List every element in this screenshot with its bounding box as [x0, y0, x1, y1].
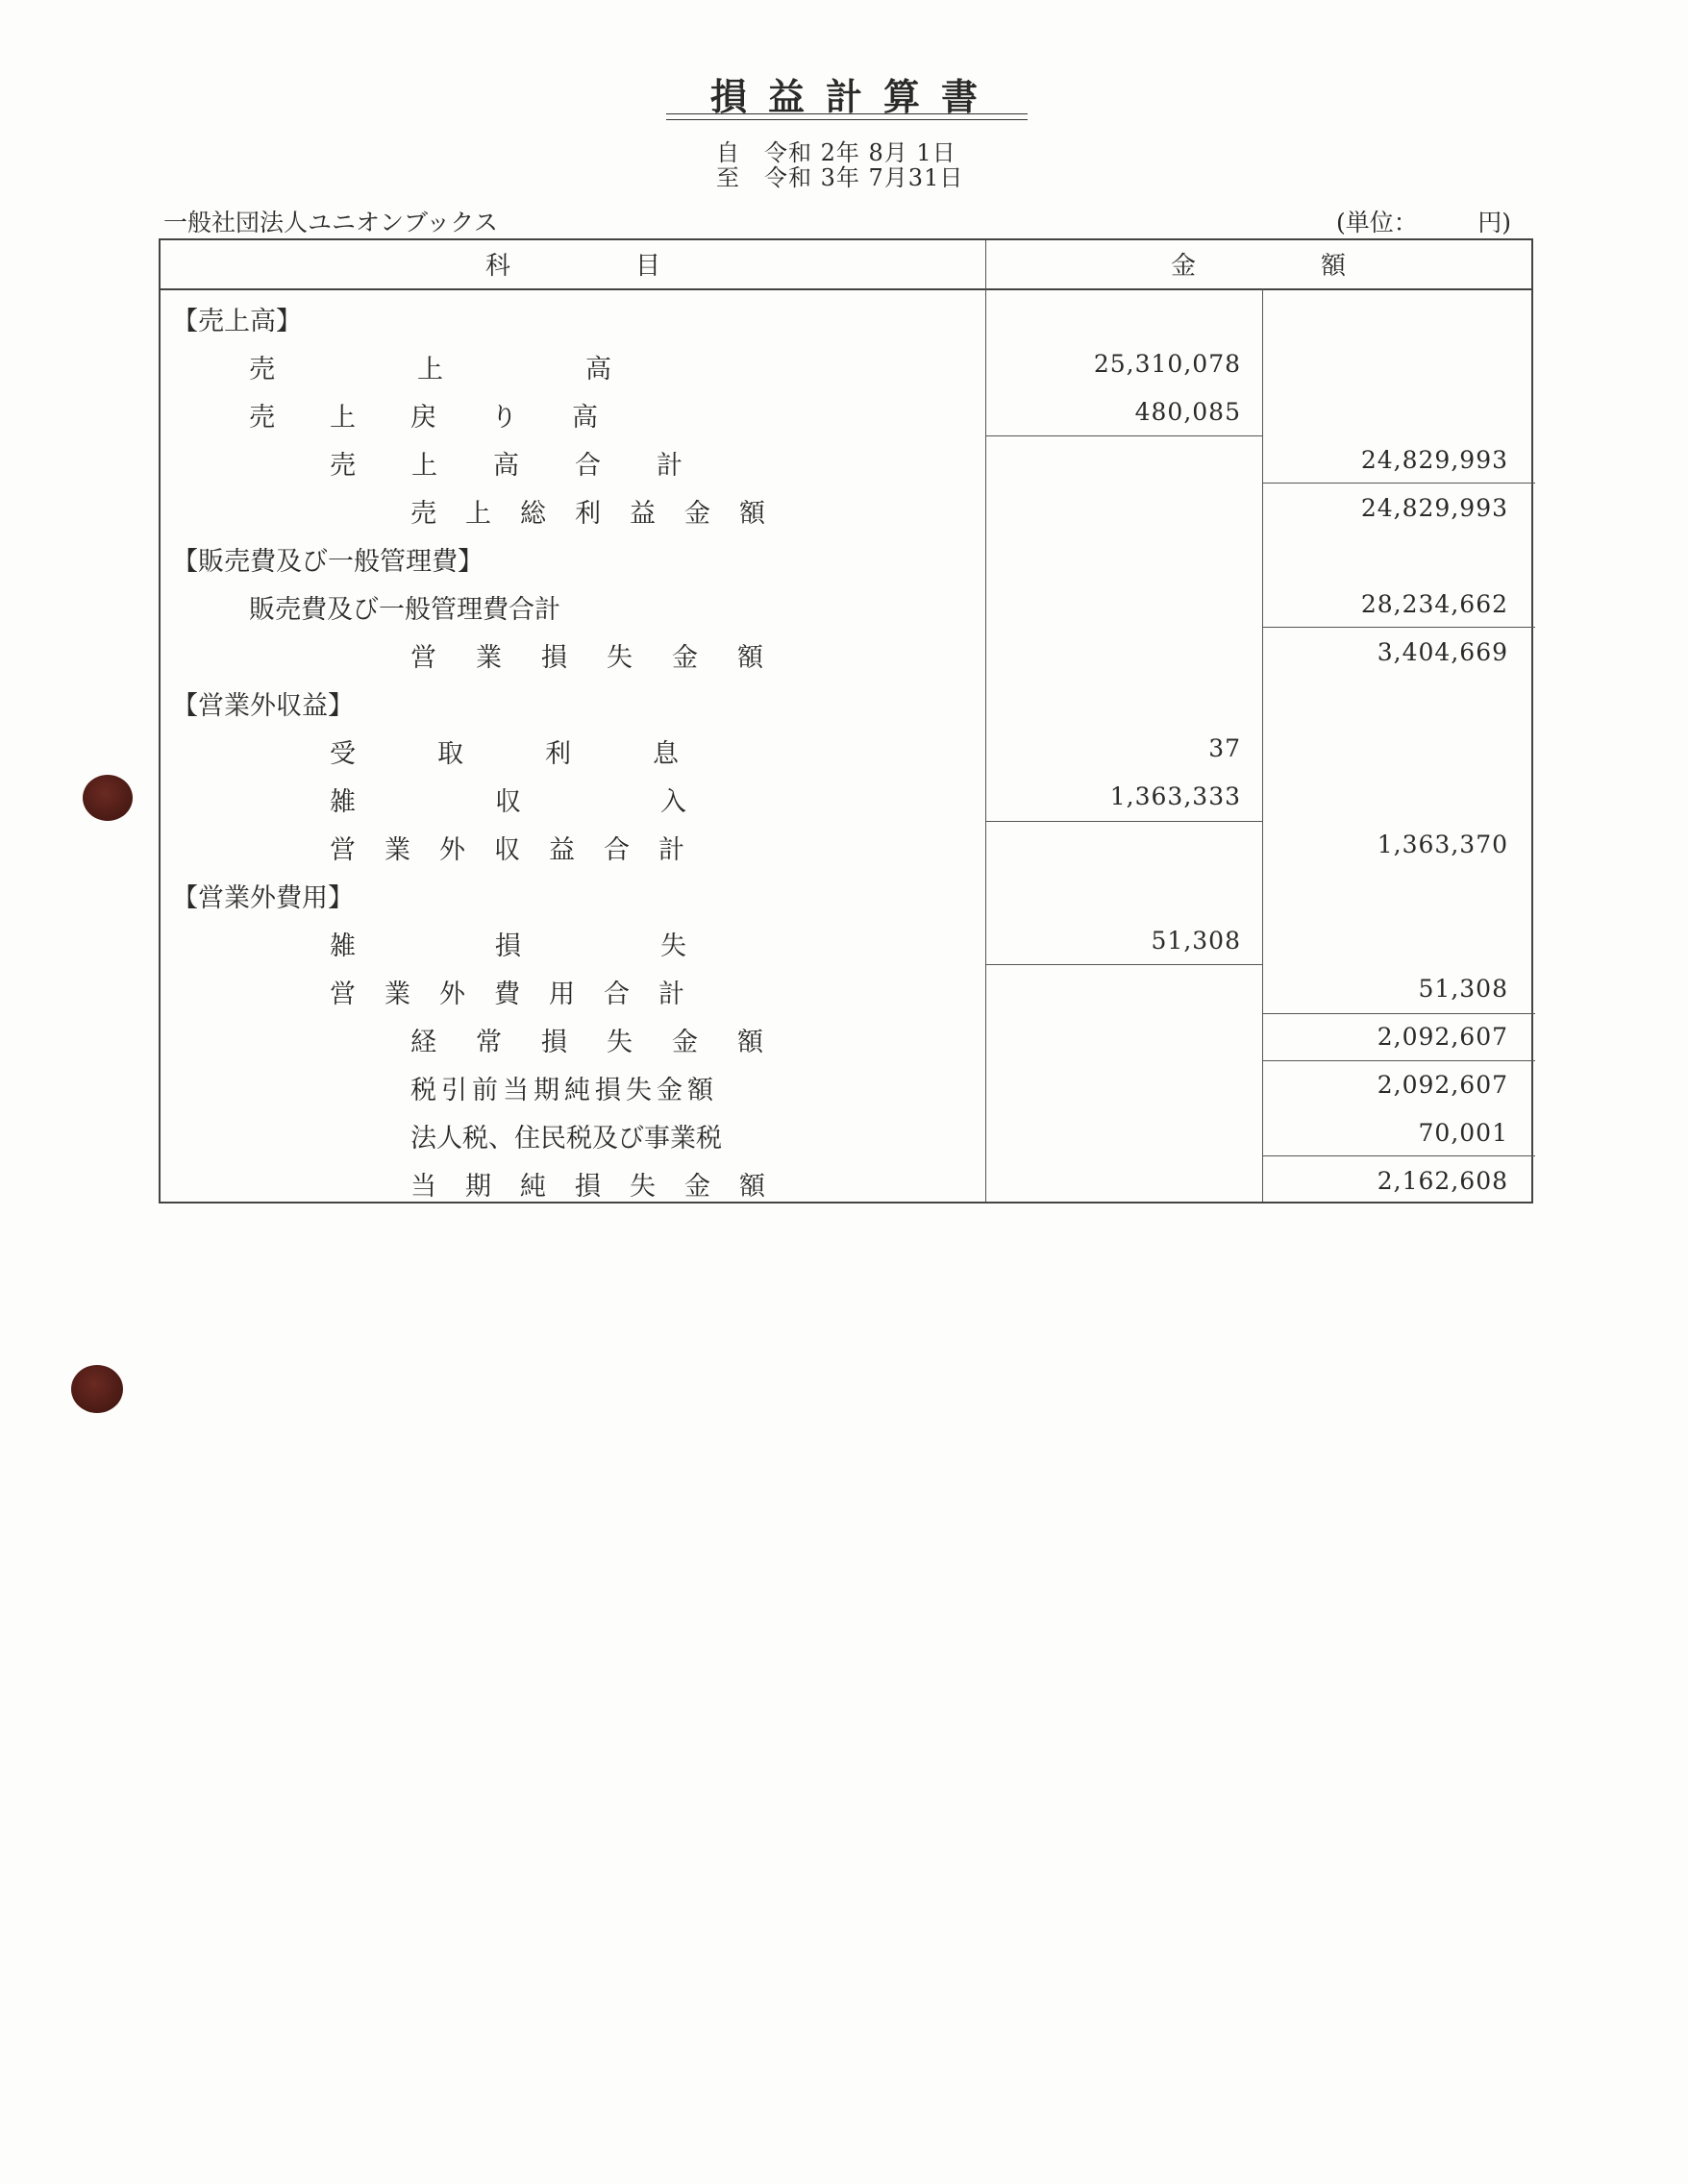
row-label: 営業損失金額: [410, 643, 803, 673]
row-amount-1: 480,085: [1134, 398, 1241, 426]
table-row: [161, 725, 1535, 769]
row-label: 【販売費及び一般管理費】: [172, 547, 484, 577]
table-row: [161, 340, 1535, 385]
punch-hole-mark: [83, 775, 133, 821]
table-row: [161, 821, 1535, 865]
row-label: 営業外収益合計: [330, 835, 713, 865]
rule: [1262, 627, 1535, 628]
table-row: [161, 581, 1535, 625]
title-underline: [666, 113, 1028, 120]
row-amount-2: 1,363,370: [1377, 831, 1508, 858]
row-amount-2: 51,308: [1418, 975, 1508, 1003]
table-row: [161, 629, 1535, 673]
row-amount-2: 2,092,607: [1377, 1071, 1508, 1099]
row-amount-1: 1,363,333: [1109, 782, 1241, 810]
table-row: [161, 388, 1535, 433]
table-row: [161, 436, 1535, 481]
rule: [1262, 483, 1535, 484]
period-to: 至 令和 3年 7月31日: [716, 164, 964, 191]
period-from: 自 令和 2年 8月 1日: [716, 139, 956, 166]
header-kamoku: 科 目: [484, 252, 660, 281]
row-label: 税引前当期純損失金額: [410, 1076, 718, 1105]
table-row: [161, 533, 1535, 577]
table-row: [161, 1157, 1535, 1202]
table-row: [161, 1013, 1535, 1057]
row-amount-2: 24,829,993: [1360, 446, 1508, 474]
column-divider-label: [985, 240, 986, 1202]
page-title: 損益計算書: [709, 75, 999, 118]
row-amount-2: 2,092,607: [1377, 1023, 1508, 1051]
row-amount-2: 70,001: [1418, 1119, 1508, 1147]
row-label: 受取利息: [330, 739, 760, 769]
row-label: 雑損失: [330, 931, 826, 961]
row-label: 【営業外費用】: [172, 883, 354, 913]
row-label: 売上総利益金額: [410, 499, 794, 529]
row-label: 法人税、住民税及び事業税: [410, 1124, 722, 1154]
row-label: 売上戻り高: [249, 403, 653, 433]
row-amount-2: 24,829,993: [1360, 494, 1508, 522]
row-label: 営業外費用合計: [330, 980, 713, 1009]
row-amount-1: 51,308: [1151, 927, 1241, 955]
table-row: [161, 1061, 1535, 1105]
header-kingaku: 金 額: [1170, 252, 1346, 281]
row-label: 雑収入: [330, 787, 826, 817]
row-label: 売上高: [249, 355, 754, 385]
row-label: 売上高合計: [330, 451, 738, 481]
table-row: [161, 965, 1535, 1009]
row-amount-1: 37: [1208, 734, 1241, 762]
table-row: [161, 677, 1535, 721]
row-amount-2: 28,234,662: [1360, 590, 1508, 618]
rule: [1262, 1155, 1535, 1156]
table-row: [161, 484, 1535, 529]
table-row: [161, 917, 1535, 961]
row-amount-1: 25,310,078: [1093, 350, 1241, 378]
punch-hole-mark: [71, 1365, 123, 1413]
header-divider: [161, 288, 1531, 290]
table-row: [161, 1109, 1535, 1154]
row-label: 販売費及び一般管理費合計: [249, 595, 560, 625]
income-statement-table: [159, 238, 1533, 1204]
row-amount-2: 3,404,669: [1377, 638, 1508, 666]
table-row: [161, 292, 1535, 336]
row-label: 当期純損失金額: [410, 1172, 794, 1202]
row-label: 【営業外収益】: [172, 691, 354, 721]
unit-label: (単位： 円): [1335, 209, 1511, 236]
table-row: [161, 869, 1535, 913]
row-label: 【売上高】: [172, 307, 302, 336]
company-name: 一般社団法人ユニオンブックス: [163, 209, 499, 236]
row-amount-2: 2,162,608: [1377, 1167, 1508, 1195]
row-label: 経常損失金額: [410, 1028, 803, 1057]
table-row: [161, 773, 1535, 817]
